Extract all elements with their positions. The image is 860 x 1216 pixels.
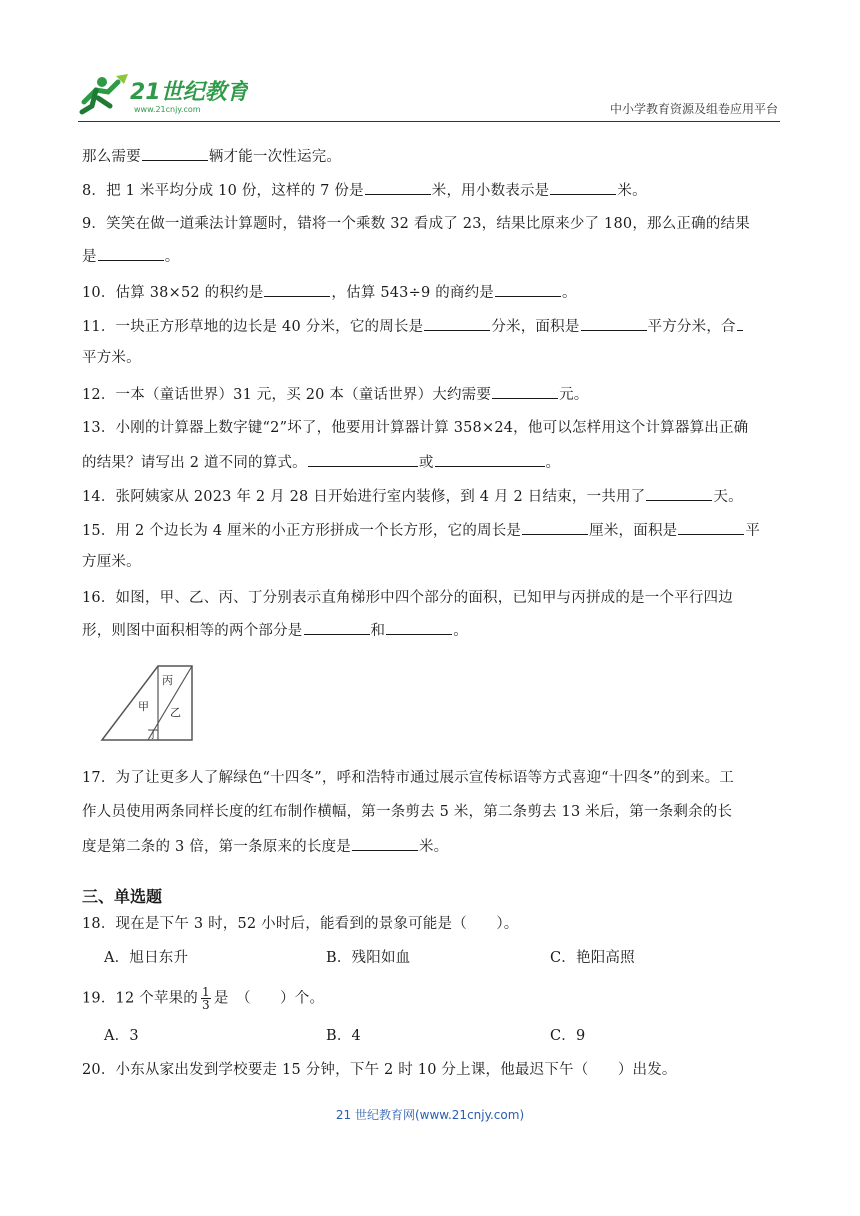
- answer-blank[interactable]: [308, 452, 418, 467]
- footer-link[interactable]: 21 世纪教育网(www.21cnjy.com): [335, 1108, 525, 1122]
- question-10: [82, 282, 577, 303]
- question-17-line1: 17．为了让更多人了解绿色“十四冬”，呼和浩特市通过展示宣传标语等方式喜迎“十四冬”的到来。工: [82, 770, 734, 786]
- question-9-line1: 9．笑笑在做一道乘法计算题时，错将一个乘数 32 看成了 23，结果比原来少了 180，那么正确的结果: [82, 216, 750, 232]
- question-15-line2: 方厘米。: [82, 554, 141, 570]
- text: 平方分米，合: [647, 319, 736, 335]
- text: 19．12 个苹果的: [82, 990, 199, 1007]
- fraction-denominator: 3: [202, 998, 210, 1012]
- text: 是 （ ）个。: [213, 990, 325, 1007]
- option-b[interactable]: B．4: [326, 1028, 361, 1044]
- question-11-line1: [82, 316, 744, 337]
- text: 15．用 2 个边长为 4 厘米的小正方形拼成一个长方形，它的周长是: [82, 523, 522, 539]
- site-logo: [78, 72, 248, 116]
- question-16-line1: 16．如图，甲、乙、丙、丁分别表示直角梯形中四个部分的面积，已知甲与丙拼成的是一个平行四边: [82, 590, 733, 606]
- text: 辆才能一次性运完。: [208, 149, 342, 165]
- label-yi: 乙: [170, 706, 181, 719]
- answer-blank[interactable]: [142, 146, 208, 161]
- question-20-stem: 20．小东从家出发到学校要走 15 分钟，下午 2 时 10 分上课，他最迟下午（ ）出发。: [82, 1062, 677, 1078]
- label-jia: 甲: [138, 700, 149, 713]
- label-bing: 丙: [162, 674, 173, 687]
- text: 14．张阿姨家从 2023 年 2 月 28 日开始进行室内装修，到 4 月 2 日结束，一共用了: [82, 489, 646, 505]
- text: 度是第二条的 3 倍，第一条原来的长度是: [82, 839, 351, 855]
- answer-blank[interactable]: [678, 520, 744, 535]
- answer-blank[interactable]: [365, 180, 431, 195]
- question-17-line2: 作人员使用两条同样长度的红布制作横幅，第一条剪去 5 米，第二条剪去 13 米后，第一条剩余的长: [82, 804, 733, 820]
- text: 。: [545, 455, 561, 471]
- question-18-stem: 18．现在是下午 3 时，52 小时后，能看到的景象可能是（ ）。: [82, 916, 519, 932]
- option-a[interactable]: A．3: [104, 1028, 139, 1044]
- logo-url: www.21cnjy.com: [134, 105, 201, 114]
- fraction-numerator: 1: [202, 985, 210, 999]
- text: 11．一块正方形草地的边长是 40 分米，它的周长是: [82, 319, 424, 335]
- text: 元。: [559, 387, 589, 403]
- logo-text: 21世纪教育: [130, 80, 248, 105]
- answer-blank[interactable]: [550, 180, 616, 195]
- answer-blank[interactable]: [646, 486, 712, 501]
- text: 厘米，面积是: [589, 523, 678, 539]
- option-a[interactable]: A．旭日东升: [104, 950, 189, 966]
- question-8: [82, 180, 647, 201]
- text: 或: [418, 455, 434, 471]
- text: 平: [745, 523, 761, 539]
- question-12: [82, 384, 588, 405]
- option-c[interactable]: C．艳阳高照: [550, 950, 635, 966]
- text: 米，用小数表示是: [431, 183, 550, 199]
- answer-blank[interactable]: [522, 520, 588, 535]
- answer-blank[interactable]: [264, 282, 330, 297]
- platform-name: 中小学教育资源及组卷应用平台: [609, 102, 778, 116]
- text: 米。: [617, 183, 647, 199]
- answer-blank[interactable]: [352, 836, 418, 851]
- text: 10．估算 38×52 的积约是: [82, 285, 264, 301]
- text: 。: [562, 285, 577, 301]
- answer-blank[interactable]: [386, 620, 452, 635]
- text: 的结果？请写出 2 道不同的算式。: [82, 455, 307, 471]
- answer-blank[interactable]: [737, 316, 743, 331]
- text: 。: [164, 249, 180, 265]
- question-11-line2: 平方米。: [82, 350, 141, 366]
- answer-blank[interactable]: [581, 316, 647, 331]
- question-13-line1: 13．小刚的计算器上数字键“2”坏了，他要用计算器计算 358×24，他可以怎样用这个计算器算出正确: [82, 420, 749, 436]
- answer-blank[interactable]: [304, 620, 370, 635]
- text: 分米，面积是: [491, 319, 580, 335]
- fraction: [201, 986, 211, 1011]
- trapezoid-figure: [100, 656, 200, 744]
- logo-runner-icon: [78, 72, 248, 116]
- question-9-line2: [82, 246, 179, 267]
- question-19-stem: [82, 986, 324, 1011]
- answer-blank[interactable]: [435, 452, 545, 467]
- text: ，估算 543÷9 的商约是: [331, 285, 494, 301]
- text: 是: [82, 249, 97, 265]
- text: 天。: [713, 489, 743, 505]
- text: 米。: [418, 839, 449, 855]
- question-16-line2: [82, 620, 468, 641]
- question-17-line3: [82, 836, 448, 857]
- question-7-continued: [82, 146, 341, 167]
- question-15-line1: [82, 520, 760, 541]
- question-13-line2: [82, 452, 560, 473]
- option-c[interactable]: C．9: [550, 1028, 586, 1044]
- answer-blank[interactable]: [495, 282, 561, 297]
- option-b[interactable]: B．残阳如血: [326, 950, 411, 966]
- answer-blank[interactable]: [424, 316, 490, 331]
- text: 形，则图中面积相等的两个部分是: [82, 623, 303, 639]
- question-14: [82, 486, 743, 507]
- answer-blank[interactable]: [492, 384, 558, 399]
- label-ding: 丁: [148, 730, 158, 741]
- text: 。: [453, 623, 468, 639]
- section-title: 三、单选题: [82, 887, 163, 906]
- text: 8．把 1 米平均分成 10 份，这样的 7 份是: [82, 183, 364, 199]
- text: 12．一本（童话世界）31 元，买 20 本（童话世界）大约需要: [82, 387, 492, 403]
- answer-blank[interactable]: [98, 246, 164, 261]
- text: 那么需要: [82, 149, 141, 165]
- text: 和: [370, 623, 386, 639]
- header-divider: [78, 121, 780, 122]
